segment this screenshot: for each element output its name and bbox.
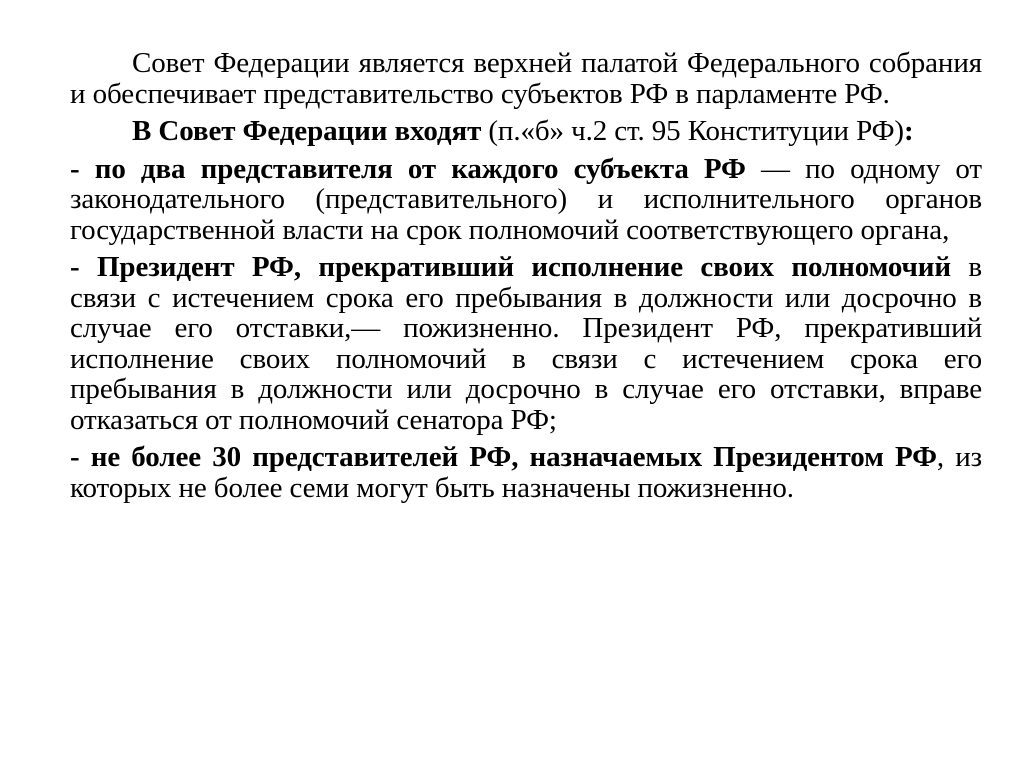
paragraph-intro-text: Совет Федерации является верхней палатой Федерального собрания и обеспечивает представительство субъектов РФ в парламенте РФ.: [70, 47, 982, 110]
item-appointed-representatives-text: , из которых не более семи могут быть назначены пожизненно.: [70, 441, 982, 504]
item-former-president-text: в связи с истечением срока его пребывания в должности или досрочно в случае его отставки,— пожизненно. Президент РФ, прекративший исполнение своих полномочий в связи с истечением срока его пребывания в должности или досрочно в случае его отставки, вправе отказаться от полномочий сенатора РФ;: [70, 251, 982, 436]
item-regional-representatives-bold: - по два представителя от каждого субъекта РФ: [70, 152, 746, 185]
composition-heading-bold: В Совет Федерации входят: [132, 115, 482, 147]
paragraph-intro: [70, 48, 982, 109]
item-regional-representatives-text: — по одному от законодательного (представительного) и исполнительного органов государственной власти на срок полномочий соответствующего органа,: [70, 152, 982, 246]
paragraph-item-former-president: [70, 252, 982, 435]
item-appointed-representatives-bold: - не более 30 представителей РФ, назначаемых Президентом РФ: [70, 441, 937, 473]
composition-heading-colon: :: [903, 115, 914, 147]
paragraph-item-appointed-representatives: [70, 442, 982, 503]
slide-text-body: [70, 48, 982, 510]
item-former-president-bold: - Президент РФ, прекративший исполнение своих полномочий: [70, 251, 951, 283]
paragraph-item-regional-representatives: [70, 154, 982, 246]
composition-heading-reference: (п.«б» ч.2 ст. 95 Конституции РФ): [481, 115, 904, 147]
paragraph-composition-heading: [70, 116, 982, 147]
